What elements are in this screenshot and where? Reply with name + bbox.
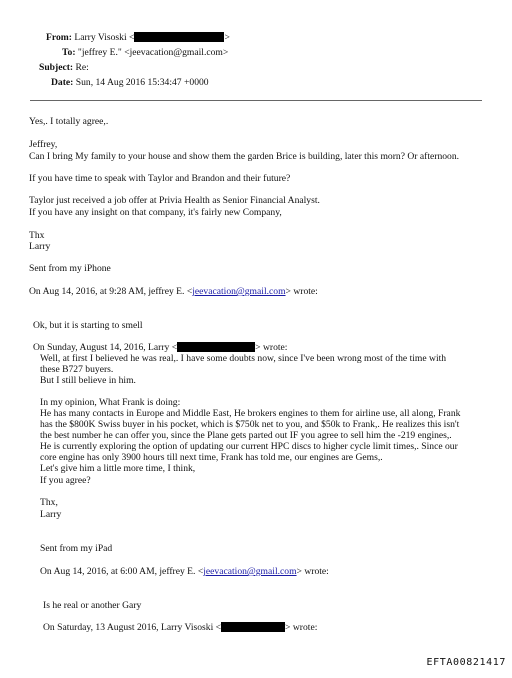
body-line: Jeffrey, <box>29 139 58 150</box>
quote-header <box>33 342 287 353</box>
body-line: the best number he can offer you, since the Plane gets parted out IF you agree to sell him the -219 engines,. <box>40 430 452 441</box>
body-line: In my opinion, What Frank is doing: <box>40 397 181 408</box>
body-line: If you agree? <box>40 475 91 486</box>
body-line: If you have any insight on that company, it's fairly new Company, <box>29 207 282 218</box>
quote-header-text: On Saturday, 13 August 2016, Larry Visoski < <box>43 622 222 633</box>
to-label: To: <box>62 47 76 58</box>
body-line: these B727 buyers. <box>40 364 114 375</box>
quote-header-text: > wrote: <box>255 342 288 353</box>
quote-header-text: On Aug 14, 2016, at 9:28 AM, jeffrey E. < <box>29 286 193 297</box>
from-label: From: <box>46 32 72 43</box>
body-line: He has many contacts in Europe and Middle East, He brokers engines to them for airline use, all along, Frank <box>40 408 461 419</box>
quote-header-text: On Aug 14, 2016, at 6:00 AM, jeffrey E. < <box>40 566 204 577</box>
subject-value: Re: <box>75 62 89 73</box>
subject-row <box>39 62 89 73</box>
redaction-box <box>134 32 224 42</box>
body-line: If you have time to speak with Taylor and Brandon and their future? <box>29 173 291 184</box>
body-line: Is he real or another Gary <box>43 600 142 611</box>
to-row <box>62 47 228 58</box>
body-line: Sent from my iPad <box>40 543 113 554</box>
body-line: Ok, but it is starting to smell <box>33 320 143 331</box>
quote-header-text: On Sunday, August 14, 2016, Larry < <box>33 342 178 353</box>
body-line: Thx <box>29 230 45 241</box>
body-line: Yes,. I totally agree,. <box>29 116 109 127</box>
body-line: Sent from my iPhone <box>29 263 111 274</box>
from-close: > <box>224 32 230 43</box>
body-line: Well, at first I believed he was real,. I have some doubts now, since I've been wrong most of the time with <box>40 353 447 364</box>
body-line: But I still believe in him. <box>40 375 136 386</box>
body-line: Larry <box>40 509 62 520</box>
quote-header <box>40 566 329 577</box>
body-line: Taylor just received a job offer at Privia Health as Senior Financial Analyst. <box>29 195 320 206</box>
body-line: Let's give him a little more time, I think, <box>40 463 196 474</box>
subject-label: Subject: <box>39 62 74 73</box>
email-link[interactable]: jeevacation@gmail.com <box>192 286 286 297</box>
email-link[interactable]: jeevacation@gmail.com <box>203 566 297 577</box>
date-value: Sun, 14 Aug 2016 15:34:47 +0000 <box>75 77 209 88</box>
document-id: EFTA00821417 <box>426 656 506 668</box>
body-line: core engine has only 3900 hours till next time, Frank has told me, our engines are Gems,. <box>40 452 383 463</box>
header-divider <box>30 100 482 101</box>
from-row <box>46 32 230 43</box>
date-row <box>51 77 209 88</box>
body-line: has the $800K Swiss buyer in his pocket, which is $750k net to you, and $50k to Frank,. He realizes this isn't <box>40 419 460 430</box>
body-line: Thx, <box>40 497 58 508</box>
quote-header <box>43 622 317 633</box>
body-line: Larry <box>29 241 51 252</box>
redaction-box <box>177 342 255 352</box>
quote-header-text: > wrote: <box>285 622 318 633</box>
redaction-box <box>221 622 285 632</box>
to-value: "jeffrey E." <jeevacation@gmail.com> <box>77 47 229 58</box>
quote-header-text: > wrote: <box>296 566 329 577</box>
date-label: Date: <box>51 77 74 88</box>
from-value: Larry Visoski < <box>74 32 135 43</box>
quote-header-text: > wrote: <box>285 286 318 297</box>
body-line: He is currently exploring the option of updating our current HPC discs to higher cycle limit times,. Since our <box>40 441 458 452</box>
body-line: Can I bring My family to your house and show them the garden Brice is building, later this morn? Or afternoon. <box>29 151 460 162</box>
quote-header <box>29 286 318 297</box>
